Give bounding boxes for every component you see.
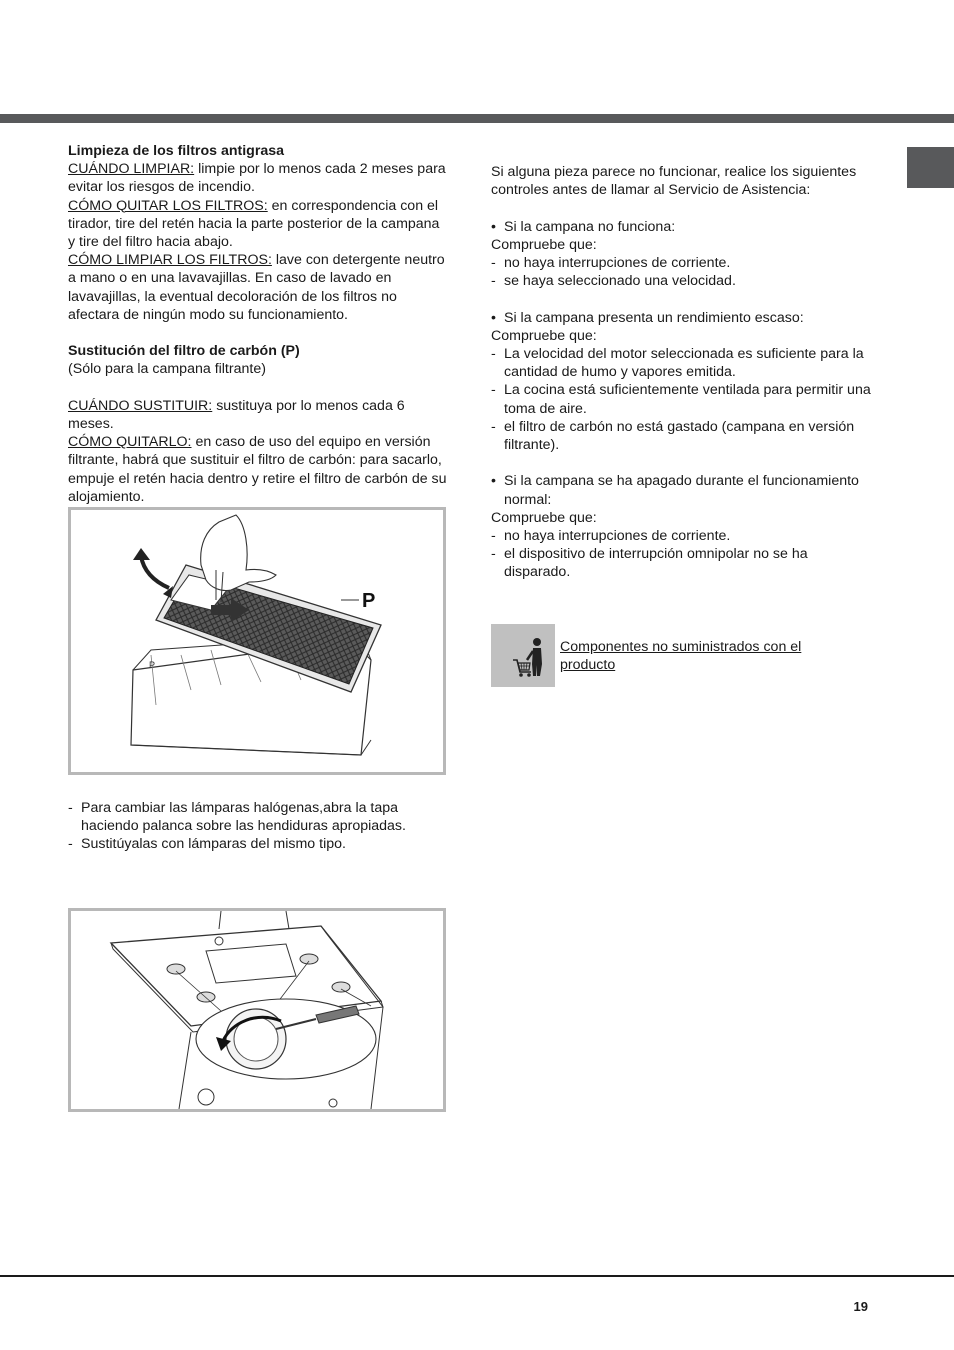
- when-replace-paragraph: [68, 397, 448, 433]
- group-3-check-label: Compruebe que:: [491, 509, 597, 526]
- page-number: 19: [853, 1299, 868, 1314]
- group-1-item-2-text: se haya seleccionado una velocidad.: [504, 273, 736, 290]
- group-2-check-label: Compruebe que:: [491, 327, 597, 344]
- how-clean-label: CÓMO LIMPIAR LOS FILTROS:: [68, 252, 272, 269]
- group-2-item-3: - el filtro de carbón no está gastado (campana en versión filtrante).: [491, 418, 855, 454]
- when-replace-text: sustituya por lo menos cada 6 meses.: [68, 397, 405, 433]
- when-clean-label: CUÁNDO LIMPIAR:: [68, 161, 195, 178]
- when-replace-label: CUÁNDO SUSTITUIR:: [68, 397, 213, 414]
- lamp-item-2-text: Sustitúyalas con lámparas del mismo tipo.: [81, 836, 346, 853]
- lamp-item-2: - Sustitúyalas con lámparas del mismo tipo.: [68, 836, 346, 853]
- carbon-filter-illustration: [68, 507, 446, 775]
- lamp-replacement-illustration: [68, 908, 446, 1112]
- how-clean-paragraph: [68, 251, 448, 324]
- carbon-subtitle: (Sólo para la campana filtrante): [68, 361, 266, 378]
- filters-title: Limpieza de los filtros antigrasa: [68, 143, 285, 159]
- group-2-item-3-text: el filtro de carbón no está gastado (campana en versión filtrante).: [504, 418, 855, 454]
- how-remove-paragraph: [68, 197, 448, 252]
- group-3-item-2: - el dispositivo de interrupción omnipolar no se ha disparado.: [491, 546, 808, 581]
- svg-text:P: P: [149, 660, 156, 670]
- how-take-paragraph: [68, 433, 448, 506]
- group-2-item-2-text: La cocina está suficientemente ventilada para permitir una toma de aire.: [504, 382, 871, 417]
- when-clean-text: limpie por lo menos cada 2 meses para evitar los riesgos de incendio.: [68, 161, 446, 196]
- group-3-item-1: - no haya interrupciones de corriente.: [491, 528, 731, 545]
- lamp-item-1: - Para cambiar las lámparas halógenas,abra la tapa haciendo palanca sobre las hendiduras apropiadas.: [68, 800, 406, 835]
- group-2-item-2: - La cocina está suficientemente ventilada para permitir una toma de aire.: [491, 382, 871, 417]
- group-3-item-2-text: el dispositivo de interrupción omnipolar no se ha disparado.: [504, 546, 808, 581]
- group-1-bullet: • Si la campana no funciona:: [491, 218, 676, 235]
- group-1-item-1-text: no haya interrupciones de corriente.: [504, 255, 731, 271]
- lamp-item-1-text: Para cambiar las lámparas halógenas,abra la tapa haciendo palanca sobre las hendiduras apropiadas.: [81, 800, 406, 835]
- filter-label-p: P: [362, 590, 376, 612]
- not-supplied-note: Componentes no suministrados con el producto: [560, 639, 802, 674]
- carbon-filter-drawing: [71, 510, 443, 772]
- top-rule-bar: [0, 114, 954, 123]
- shopping-cart-person-icon: [491, 624, 555, 687]
- when-clean-paragraph: [68, 160, 448, 196]
- how-remove-label: CÓMO QUITAR LOS FILTROS:: [68, 197, 268, 214]
- language-tab: [907, 147, 954, 188]
- group-1-bullet-text: Si la campana no funciona:: [504, 218, 676, 235]
- troubleshoot-intro: Si alguna pieza parece no funcionar, realice los siguientes controles antes de llamar al Servicio de Asistencia:: [491, 164, 857, 199]
- group-3-bullet-text: Si la campana se ha apagado durante el funcionamiento normal:: [504, 473, 859, 508]
- group-1-item-2: - se haya seleccionado una velocidad.: [491, 273, 736, 290]
- how-remove-text: en correspondencia con el tirador, tire del retén hacia la parte posterior de la campana y tire del filtro hacia abajo.: [68, 197, 440, 251]
- group-3-item-1-text: no haya interrupciones de corriente.: [504, 528, 731, 545]
- how-take-label: CÓMO QUITARLO:: [68, 434, 192, 451]
- group-2-bullet-text: Si la campana presenta un rendimiento escaso:: [504, 309, 804, 326]
- group-2-item-1: - La velocidad del motor seleccionada es suficiente para la cantidad de humo y vapores emitida.: [491, 346, 864, 381]
- group-1-item-1: - no haya interrupciones de corriente.: [491, 255, 731, 271]
- lamp-instructions: [68, 799, 448, 854]
- right-column: [491, 163, 871, 582]
- bottom-rule: [0, 1275, 954, 1277]
- left-column: [68, 142, 448, 506]
- group-2-bullet: • Si la campana presenta un rendimiento escaso:: [491, 309, 804, 326]
- group-1-check-label: Compruebe que:: [491, 236, 597, 253]
- how-take-text: en caso de uso del equipo en versión filtrante, habrá que sustituir el filtro de carbón: para sacarlo, empuje el retén hacia dentro y retire el filtro de carbón de su alojamiento.: [68, 434, 447, 505]
- carbon-title: Sustitución del filtro de carbón (P): [68, 343, 300, 360]
- how-clean-text: lave con detergente neutro a mano o en una lavavajillas. En caso de lavado en lavavajillas, la eventual decoloración de los filtros no afectara de ningún modo su funcionamiento.: [68, 252, 445, 323]
- group-3-bullet: • Si la campana se ha apagado durante el funcionamiento normal:: [491, 473, 859, 508]
- lamp-replacement-drawing: [71, 911, 443, 1109]
- group-2-item-1-text: La velocidad del motor seleccionada es suficiente para la cantidad de humo y vapores emitida.: [504, 346, 864, 381]
